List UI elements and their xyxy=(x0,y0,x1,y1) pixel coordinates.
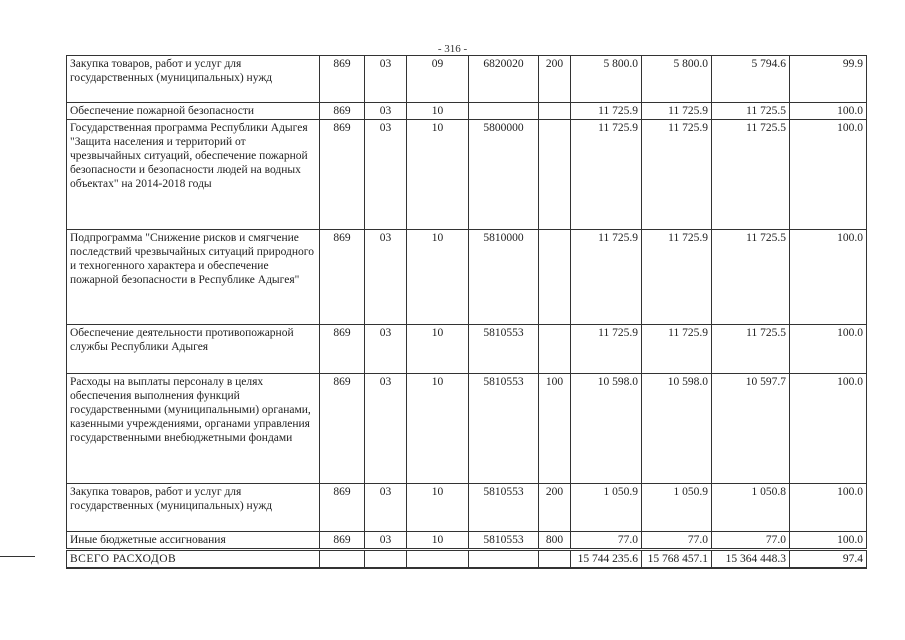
ved-code: 869 xyxy=(320,230,365,325)
subsection-code: 10 xyxy=(407,103,469,120)
section-code: 03 xyxy=(365,532,407,550)
empty-cell xyxy=(365,550,407,569)
value-1: 11 725.9 xyxy=(571,120,642,230)
table-row xyxy=(67,532,867,550)
row-name: Расходы на выплаты персоналу в целях обеспечения выполнения функций государственными (муниципальными) органами, казенными учреждениями, органами управления государственными внебюджетными фондами xyxy=(67,374,320,484)
value-1: 11 725.9 xyxy=(571,103,642,120)
empty-cell xyxy=(469,550,539,569)
ved-code: 869 xyxy=(320,56,365,103)
percent: 99.9 xyxy=(790,56,867,103)
value-2: 11 725.9 xyxy=(642,325,712,374)
table-row xyxy=(67,103,867,120)
total-value-3: 15 364 448.3 xyxy=(712,550,790,569)
percent: 100.0 xyxy=(790,484,867,532)
total-value-2: 15 768 457.1 xyxy=(642,550,712,569)
value-3: 11 725.5 xyxy=(712,230,790,325)
value-2: 11 725.9 xyxy=(642,230,712,325)
value-1: 11 725.9 xyxy=(571,325,642,374)
section-code: 03 xyxy=(365,56,407,103)
value-2: 11 725.9 xyxy=(642,103,712,120)
section-code: 03 xyxy=(365,103,407,120)
total-value-1: 15 744 235.6 xyxy=(571,550,642,569)
expense-type-code: 200 xyxy=(539,484,571,532)
target-article-code: 5810553 xyxy=(469,325,539,374)
percent: 100.0 xyxy=(790,374,867,484)
subsection-code: 10 xyxy=(407,325,469,374)
ved-code: 869 xyxy=(320,120,365,230)
budget-table xyxy=(66,55,867,569)
section-code: 03 xyxy=(365,120,407,230)
subsection-code: 10 xyxy=(407,484,469,532)
total-percent: 97.4 xyxy=(790,550,867,569)
table-body xyxy=(67,56,867,569)
row-name: Обеспечение деятельности противопожарной службы Республики Адыгея xyxy=(67,325,320,374)
value-1: 77.0 xyxy=(571,532,642,550)
value-3: 1 050.8 xyxy=(712,484,790,532)
ved-code: 869 xyxy=(320,103,365,120)
table-row xyxy=(67,325,867,374)
expense-type-code: 100 xyxy=(539,374,571,484)
table-row xyxy=(67,484,867,532)
expense-type-code xyxy=(539,103,571,120)
subsection-code: 10 xyxy=(407,532,469,550)
row-name: Закупка товаров, работ и услуг для государственных (муниципальных) нужд xyxy=(67,484,320,532)
percent: 100.0 xyxy=(790,230,867,325)
target-article-code: 5810553 xyxy=(469,484,539,532)
value-2: 10 598.0 xyxy=(642,374,712,484)
target-article-code xyxy=(469,103,539,120)
target-article-code: 6820020 xyxy=(469,56,539,103)
empty-cell xyxy=(320,550,365,569)
empty-cell xyxy=(539,550,571,569)
table-row xyxy=(67,230,867,325)
empty-cell xyxy=(407,550,469,569)
row-name: Подпрограмма "Снижение рисков и смягчение последствий чрезвычайных ситуаций природного и техногенного характера и обеспечение пожарной безопасности в Республике Адыгея" xyxy=(67,230,320,325)
section-code: 03 xyxy=(365,325,407,374)
ved-code: 869 xyxy=(320,374,365,484)
percent: 100.0 xyxy=(790,103,867,120)
target-article-code: 5810553 xyxy=(469,374,539,484)
target-article-code: 5800000 xyxy=(469,120,539,230)
value-3: 11 725.5 xyxy=(712,120,790,230)
value-2: 77.0 xyxy=(642,532,712,550)
total-label: ВСЕГО РАСХОДОВ xyxy=(67,550,320,569)
row-name: Иные бюджетные ассигнования xyxy=(67,532,320,550)
row-name: Обеспечение пожарной безопасности xyxy=(67,103,320,120)
row-name: Государственная программа Республики Адыгея "Защита населения и территорий от чрезвычайных ситуаций, обеспечение пожарной безопасности и безопасности людей на водных объектах" на 2014-2018 годы xyxy=(67,120,320,230)
section-code: 03 xyxy=(365,230,407,325)
subsection-code: 10 xyxy=(407,230,469,325)
ved-code: 869 xyxy=(320,532,365,550)
table-row xyxy=(67,374,867,484)
percent: 100.0 xyxy=(790,532,867,550)
expense-type-code xyxy=(539,325,571,374)
percent: 100.0 xyxy=(790,325,867,374)
value-1: 10 598.0 xyxy=(571,374,642,484)
target-article-code: 5810000 xyxy=(469,230,539,325)
percent: 100.0 xyxy=(790,120,867,230)
table-row xyxy=(67,120,867,230)
target-article-code: 5810553 xyxy=(469,532,539,550)
ved-code: 869 xyxy=(320,484,365,532)
value-3: 10 597.7 xyxy=(712,374,790,484)
value-3: 11 725.5 xyxy=(712,103,790,120)
ved-code: 869 xyxy=(320,325,365,374)
value-1: 5 800.0 xyxy=(571,56,642,103)
expense-type-code xyxy=(539,120,571,230)
value-2: 5 800.0 xyxy=(642,56,712,103)
value-3: 11 725.5 xyxy=(712,325,790,374)
value-3: 77.0 xyxy=(712,532,790,550)
value-3: 5 794.6 xyxy=(712,56,790,103)
table-row xyxy=(67,56,867,103)
subsection-code: 10 xyxy=(407,374,469,484)
value-2: 11 725.9 xyxy=(642,120,712,230)
section-code: 03 xyxy=(365,484,407,532)
page-number: - 316 - xyxy=(437,43,468,55)
value-1: 11 725.9 xyxy=(571,230,642,325)
expense-type-code xyxy=(539,230,571,325)
margin-mark xyxy=(0,556,35,557)
subsection-code: 09 xyxy=(407,56,469,103)
subsection-code: 10 xyxy=(407,120,469,230)
value-2: 1 050.9 xyxy=(642,484,712,532)
section-code: 03 xyxy=(365,374,407,484)
expense-type-code: 800 xyxy=(539,532,571,550)
row-name: Закупка товаров, работ и услуг для государственных (муниципальных) нужд xyxy=(67,56,320,103)
value-1: 1 050.9 xyxy=(571,484,642,532)
total-row xyxy=(67,550,867,569)
expense-type-code: 200 xyxy=(539,56,571,103)
